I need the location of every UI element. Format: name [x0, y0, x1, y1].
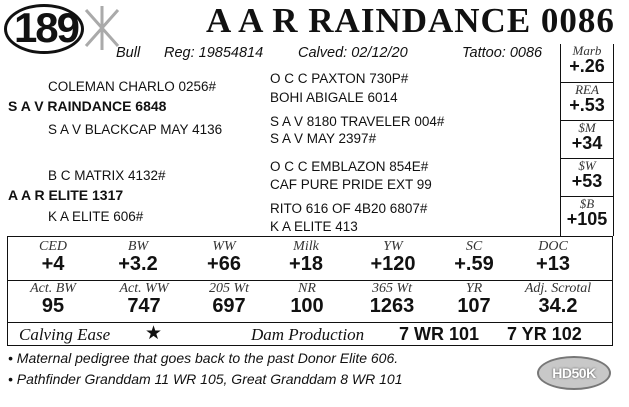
- epd-label: WW: [212, 239, 236, 254]
- actual-value: 1263: [369, 295, 415, 317]
- side-epd-m: [561, 120, 613, 159]
- actual-cell: [354, 282, 430, 316]
- actual-label: YR: [465, 281, 483, 296]
- actual-label: Act. BW: [30, 281, 76, 296]
- pedigree-sire-dam: S A V BLACKCAP MAY 4136: [48, 122, 223, 137]
- pedigree-sds-dam: S A V MAY 2397#: [270, 131, 377, 146]
- pedigree-sire: S A V RAINDANCE 6848: [8, 98, 167, 114]
- hd50k-logo: HD50K: [537, 356, 611, 390]
- calving-ease-label: Calving Ease: [19, 325, 111, 344]
- epd-label: SC: [465, 239, 483, 254]
- actual-label: 205 Wt: [208, 281, 250, 296]
- side-epd-label: $M: [578, 120, 596, 135]
- pedigree-sss-sire: O C C PAXTON 730P#: [270, 71, 409, 86]
- actual-value: 34.2: [538, 295, 578, 317]
- side-epd-label: $B: [579, 196, 595, 211]
- pedigree-dds-dam: K A ELITE 413: [270, 219, 358, 234]
- pedigree-dss-dam: CAF PURE PRIDE EXT 99: [270, 177, 432, 192]
- side-epd-label: REA: [575, 82, 599, 97]
- actuals-row: [8, 280, 612, 323]
- pedigree-dam: A A R ELITE 1317: [8, 187, 124, 203]
- star-icon: ★: [145, 323, 163, 344]
- epd-label: CED: [39, 239, 67, 254]
- actual-value: 100: [290, 295, 324, 317]
- epd-cell: [358, 240, 428, 274]
- epd-cell: [442, 240, 506, 274]
- pedigree-sss-dam: BOHI ABIGALE 6014: [270, 90, 398, 105]
- pedigree-dds-sire: RITO 616 OF 4B20 6807#: [270, 201, 428, 216]
- actual-value: 697: [212, 295, 246, 317]
- epd-value: +4: [41, 253, 65, 275]
- dam-production-wr: 7 WR 101: [399, 324, 480, 344]
- registration-number: Reg: 19854814: [164, 45, 264, 61]
- actual-value: 95: [41, 295, 65, 317]
- epd-cell: [521, 240, 585, 274]
- actual-cell: [14, 282, 92, 316]
- epd-value: +120: [370, 253, 416, 275]
- epd-label: DOC: [538, 239, 568, 254]
- actual-cell: [444, 282, 504, 316]
- lot-number: 189: [13, 4, 79, 51]
- epd-value: +13: [536, 253, 570, 275]
- side-epd-value: +34: [571, 133, 603, 153]
- actual-value: 107: [457, 295, 491, 317]
- side-epd-marb: [561, 44, 613, 82]
- epd-label: BW: [127, 239, 149, 254]
- tattoo: Tattoo: 0086: [462, 45, 543, 61]
- side-epd-value: +105: [566, 209, 608, 229]
- epd-value: +66: [207, 253, 241, 275]
- side-epd-value: +.53: [569, 95, 605, 115]
- actual-label: Adj. Scrotal: [524, 281, 592, 296]
- side-epd-value: +53: [571, 171, 603, 191]
- pedigree-dss-sire: O C C EMBLAZON 854E#: [270, 159, 429, 174]
- actual-label: NR: [298, 281, 316, 296]
- side-epd-label: Marb: [572, 43, 602, 58]
- pedigree-sire-sire: COLEMAN CHARLO 0256#: [48, 79, 217, 94]
- epd-cell: [192, 240, 256, 274]
- actual-cell: [104, 282, 184, 316]
- side-epd-value: +.26: [569, 56, 605, 76]
- epd-value: +.59: [454, 253, 494, 275]
- dam-production-yr: 7 YR 102: [507, 324, 582, 344]
- note-line: • Maternal pedigree that goes back to the past Donor Elite 606.: [8, 350, 399, 366]
- actual-value: 747: [127, 295, 161, 317]
- side-epd-label: $W: [578, 158, 596, 173]
- epd-label: Milk: [293, 239, 319, 254]
- epd-value: +18: [289, 253, 323, 275]
- epd-cell: [106, 240, 170, 274]
- pedigree-sds-sire: S A V 8180 TRAVELER 004#: [270, 114, 445, 129]
- pedigree-dam-dam: K A ELITE 606#: [48, 209, 144, 224]
- actual-cell: [508, 282, 608, 316]
- epd-value: +3.2: [118, 253, 158, 275]
- epd-cell: [22, 240, 84, 274]
- actual-cell: [194, 282, 264, 316]
- epd-cell: [273, 240, 339, 274]
- dam-production-label: Dam Production: [251, 325, 365, 344]
- pedigree-dam-sire: B C MATRIX 4132#: [48, 168, 166, 183]
- side-epd-b: [561, 196, 613, 237]
- epd-label: YW: [383, 239, 403, 254]
- animal-name-title: A A R RAINDANCE 0086: [206, 1, 615, 40]
- epd-row: [8, 237, 612, 281]
- side-epd-w: [561, 158, 613, 197]
- calved-date: Calved: 02/12/20: [298, 45, 408, 61]
- calving-dam-row: [7, 322, 613, 346]
- actual-label: Act. WW: [119, 281, 169, 296]
- side-epd-column: [560, 44, 614, 236]
- side-epd-rea: [561, 82, 613, 121]
- actual-cell: [276, 282, 338, 316]
- animal-sex: Bull: [116, 45, 141, 61]
- actual-label: 365 Wt: [371, 281, 413, 296]
- note-line: • Pathfinder Granddam 11 WR 105, Great Granddam 8 WR 101: [8, 371, 403, 387]
